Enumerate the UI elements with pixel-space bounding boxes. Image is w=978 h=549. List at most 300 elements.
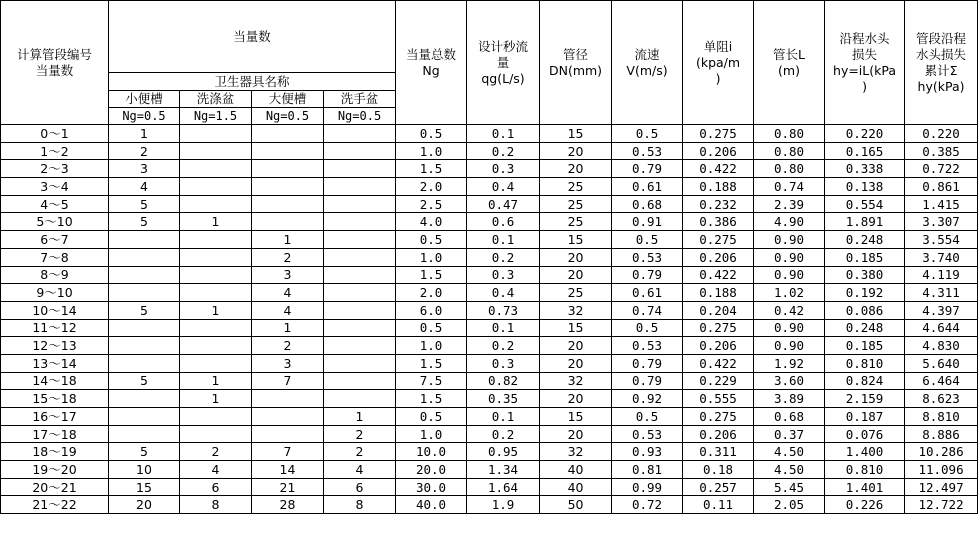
toilet-count-cell: 1 xyxy=(252,231,324,249)
table-row xyxy=(1,125,978,143)
diameter-cell: 25 xyxy=(540,178,612,196)
sink-count-cell xyxy=(180,142,252,160)
basin-count-cell: 6 xyxy=(324,478,396,496)
loss-cell: 0.248 xyxy=(825,319,905,337)
basin-count-cell xyxy=(324,231,396,249)
diameter-cell: 15 xyxy=(540,231,612,249)
total-ng-cell: 1.5 xyxy=(396,354,467,372)
length-cell: 0.90 xyxy=(754,231,825,249)
table-body xyxy=(1,125,978,514)
cumulative-cell: 4.119 xyxy=(905,266,978,284)
total-ng-cell: 1.0 xyxy=(396,425,467,443)
sink-count-cell: 1 xyxy=(180,301,252,319)
resistance-cell: 0.188 xyxy=(683,178,754,196)
basin-count-cell xyxy=(324,337,396,355)
resistance-cell: 0.422 xyxy=(683,160,754,178)
velocity-cell: 0.74 xyxy=(612,301,683,319)
total-ng-cell: 2.5 xyxy=(396,195,467,213)
urinal-count-cell: 15 xyxy=(109,478,180,496)
header-flow xyxy=(467,1,540,125)
urinal-count-cell xyxy=(109,266,180,284)
loss-cell: 1.401 xyxy=(825,478,905,496)
total-ng-cell: 0.5 xyxy=(396,408,467,426)
segment-cell: 7～8 xyxy=(1,248,109,266)
resistance-cell: 0.206 xyxy=(683,142,754,160)
toilet-count-cell xyxy=(252,178,324,196)
toilet-count-cell: 3 xyxy=(252,266,324,284)
loss-cell: 0.165 xyxy=(825,142,905,160)
cumulative-cell: 12.497 xyxy=(905,478,978,496)
segment-cell: 12～13 xyxy=(1,337,109,355)
diameter-cell: 20 xyxy=(540,425,612,443)
header-ng-toilet: Ng=0.5 xyxy=(252,108,324,125)
velocity-cell: 0.99 xyxy=(612,478,683,496)
segment-cell: 8～9 xyxy=(1,266,109,284)
segment-cell: 21～22 xyxy=(1,496,109,514)
resistance-cell: 0.188 xyxy=(683,284,754,302)
toilet-count-cell: 4 xyxy=(252,284,324,302)
basin-count-cell: 4 xyxy=(324,461,396,479)
resistance-cell: 0.18 xyxy=(683,461,754,479)
urinal-count-cell xyxy=(109,408,180,426)
basin-count-cell: 8 xyxy=(324,496,396,514)
length-cell: 0.80 xyxy=(754,160,825,178)
header-length xyxy=(754,1,825,125)
toilet-count-cell xyxy=(252,425,324,443)
toilet-count-cell: 21 xyxy=(252,478,324,496)
basin-count-cell xyxy=(324,301,396,319)
toilet-count-cell xyxy=(252,408,324,426)
resistance-cell: 0.204 xyxy=(683,301,754,319)
urinal-count-cell xyxy=(109,248,180,266)
sink-count-cell xyxy=(180,284,252,302)
header-segment-label: 计算管段编号 当量数 xyxy=(16,46,92,78)
flow-cell: 0.1 xyxy=(467,319,540,337)
resistance-cell: 0.229 xyxy=(683,372,754,390)
segment-cell: 1～2 xyxy=(1,142,109,160)
cumulative-cell: 10.286 xyxy=(905,443,978,461)
sink-count-cell xyxy=(180,319,252,337)
diameter-cell: 20 xyxy=(540,337,612,355)
velocity-cell: 0.79 xyxy=(612,354,683,372)
cumulative-cell: 4.311 xyxy=(905,284,978,302)
header-segment xyxy=(1,1,109,125)
header-diameter xyxy=(540,1,612,125)
urinal-count-cell xyxy=(109,425,180,443)
table-row xyxy=(1,195,978,213)
segment-cell: 11～12 xyxy=(1,319,109,337)
loss-cell: 0.810 xyxy=(825,461,905,479)
velocity-cell: 0.79 xyxy=(612,160,683,178)
basin-count-cell: 2 xyxy=(324,425,396,443)
total-ng-cell: 4.0 xyxy=(396,213,467,231)
length-cell: 0.68 xyxy=(754,408,825,426)
cumulative-cell: 3.740 xyxy=(905,248,978,266)
diameter-cell: 32 xyxy=(540,443,612,461)
toilet-count-cell: 3 xyxy=(252,354,324,372)
velocity-cell: 0.61 xyxy=(612,284,683,302)
velocity-cell: 0.5 xyxy=(612,319,683,337)
flow-cell: 0.1 xyxy=(467,125,540,143)
urinal-count-cell: 5 xyxy=(109,195,180,213)
header-fixture-toilet: 大便槽 xyxy=(252,91,324,108)
header-resistance xyxy=(683,1,754,125)
resistance-cell: 0.232 xyxy=(683,195,754,213)
basin-count-cell xyxy=(324,178,396,196)
velocity-cell: 0.5 xyxy=(612,408,683,426)
velocity-cell: 0.53 xyxy=(612,142,683,160)
total-ng-cell: 0.5 xyxy=(396,125,467,143)
length-cell: 0.90 xyxy=(754,266,825,284)
header-loss xyxy=(825,1,905,125)
length-cell: 0.74 xyxy=(754,178,825,196)
header-ng-urinal: Ng=0.5 xyxy=(109,108,180,125)
resistance-cell: 0.275 xyxy=(683,231,754,249)
diameter-cell: 20 xyxy=(540,390,612,408)
loss-cell: 0.810 xyxy=(825,354,905,372)
basin-count-cell xyxy=(324,284,396,302)
header-ng-sink: Ng=1.5 xyxy=(180,108,252,125)
resistance-cell: 0.422 xyxy=(683,354,754,372)
flow-cell: 0.2 xyxy=(467,248,540,266)
table-row xyxy=(1,408,978,426)
loss-cell: 1.891 xyxy=(825,213,905,231)
header-velocity-label: 流速 V(m/s) xyxy=(626,46,668,78)
velocity-cell: 0.53 xyxy=(612,337,683,355)
urinal-count-cell: 4 xyxy=(109,178,180,196)
diameter-cell: 15 xyxy=(540,408,612,426)
toilet-count-cell: 28 xyxy=(252,496,324,514)
length-cell: 4.50 xyxy=(754,443,825,461)
flow-cell: 0.4 xyxy=(467,178,540,196)
toilet-count-cell xyxy=(252,142,324,160)
loss-cell: 0.338 xyxy=(825,160,905,178)
table-row xyxy=(1,372,978,390)
diameter-cell: 50 xyxy=(540,496,612,514)
basin-count-cell xyxy=(324,266,396,284)
header-fixture-basin: 洗手盆 xyxy=(324,91,396,108)
diameter-cell: 20 xyxy=(540,354,612,372)
sink-count-cell: 1 xyxy=(180,372,252,390)
segment-cell: 3～4 xyxy=(1,178,109,196)
sink-count-cell xyxy=(180,178,252,196)
cumulative-cell: 8.810 xyxy=(905,408,978,426)
flow-cell: 0.47 xyxy=(467,195,540,213)
flow-cell: 0.1 xyxy=(467,408,540,426)
urinal-count-cell: 5 xyxy=(109,213,180,231)
length-cell: 3.89 xyxy=(754,390,825,408)
length-cell: 3.60 xyxy=(754,372,825,390)
diameter-cell: 25 xyxy=(540,195,612,213)
header-equivalent-label: 当量数 xyxy=(233,28,271,44)
loss-cell: 0.185 xyxy=(825,337,905,355)
cumulative-cell: 8.886 xyxy=(905,425,978,443)
loss-cell: 0.220 xyxy=(825,125,905,143)
length-cell: 5.45 xyxy=(754,478,825,496)
resistance-cell: 0.206 xyxy=(683,425,754,443)
segment-cell: 4～5 xyxy=(1,195,109,213)
toilet-count-cell xyxy=(252,125,324,143)
toilet-count-cell: 7 xyxy=(252,443,324,461)
cumulative-cell: 11.096 xyxy=(905,461,978,479)
segment-cell: 14～18 xyxy=(1,372,109,390)
cumulative-cell: 4.830 xyxy=(905,337,978,355)
header-fixture-name-label: 卫生器具名称 xyxy=(214,73,290,89)
resistance-cell: 0.422 xyxy=(683,266,754,284)
toilet-count-cell: 14 xyxy=(252,461,324,479)
diameter-cell: 40 xyxy=(540,478,612,496)
length-cell: 0.90 xyxy=(754,337,825,355)
table-row xyxy=(1,301,978,319)
loss-cell: 0.086 xyxy=(825,301,905,319)
loss-cell: 0.187 xyxy=(825,408,905,426)
velocity-cell: 0.92 xyxy=(612,390,683,408)
total-ng-cell: 7.5 xyxy=(396,372,467,390)
cumulative-cell: 3.554 xyxy=(905,231,978,249)
segment-cell: 17～18 xyxy=(1,425,109,443)
flow-cell: 0.6 xyxy=(467,213,540,231)
sink-count-cell xyxy=(180,425,252,443)
urinal-count-cell xyxy=(109,354,180,372)
diameter-cell: 25 xyxy=(540,284,612,302)
total-ng-cell: 1.0 xyxy=(396,248,467,266)
segment-cell: 9～10 xyxy=(1,284,109,302)
sink-count-cell: 2 xyxy=(180,443,252,461)
toilet-count-cell: 7 xyxy=(252,372,324,390)
segment-cell: 10～14 xyxy=(1,301,109,319)
length-cell: 0.80 xyxy=(754,125,825,143)
toilet-count-cell: 2 xyxy=(252,248,324,266)
total-ng-cell: 40.0 xyxy=(396,496,467,514)
diameter-cell: 20 xyxy=(540,248,612,266)
length-cell: 0.42 xyxy=(754,301,825,319)
total-ng-cell: 1.0 xyxy=(396,337,467,355)
urinal-count-cell xyxy=(109,337,180,355)
flow-cell: 0.3 xyxy=(467,266,540,284)
loss-cell: 0.380 xyxy=(825,266,905,284)
table-row xyxy=(1,266,978,284)
loss-cell: 0.192 xyxy=(825,284,905,302)
table-row xyxy=(1,496,978,514)
total-ng-cell: 30.0 xyxy=(396,478,467,496)
sink-count-cell xyxy=(180,231,252,249)
total-ng-cell: 0.5 xyxy=(396,231,467,249)
total-ng-cell: 1.5 xyxy=(396,390,467,408)
diameter-cell: 20 xyxy=(540,142,612,160)
resistance-cell: 0.257 xyxy=(683,478,754,496)
velocity-cell: 0.61 xyxy=(612,178,683,196)
header-ng-basin: Ng=0.5 xyxy=(324,108,396,125)
urinal-count-cell: 3 xyxy=(109,160,180,178)
loss-cell: 0.824 xyxy=(825,372,905,390)
flow-cell: 0.2 xyxy=(467,425,540,443)
header-resistance-label: 单阻i (kpa/m ) xyxy=(695,38,741,86)
table-row xyxy=(1,178,978,196)
loss-cell: 2.159 xyxy=(825,390,905,408)
sink-count-cell: 4 xyxy=(180,461,252,479)
basin-count-cell xyxy=(324,390,396,408)
table-row xyxy=(1,461,978,479)
cumulative-cell: 0.861 xyxy=(905,178,978,196)
resistance-cell: 0.11 xyxy=(683,496,754,514)
flow-cell: 0.1 xyxy=(467,231,540,249)
table-row xyxy=(1,284,978,302)
segment-cell: 0～1 xyxy=(1,125,109,143)
flow-cell: 0.3 xyxy=(467,354,540,372)
velocity-cell: 0.91 xyxy=(612,213,683,231)
sink-count-cell: 8 xyxy=(180,496,252,514)
resistance-cell: 0.311 xyxy=(683,443,754,461)
cumulative-cell: 4.644 xyxy=(905,319,978,337)
urinal-count-cell xyxy=(109,284,180,302)
cumulative-cell: 0.385 xyxy=(905,142,978,160)
basin-count-cell xyxy=(324,319,396,337)
flow-cell: 0.35 xyxy=(467,390,540,408)
flow-cell: 0.2 xyxy=(467,142,540,160)
cumulative-cell: 0.722 xyxy=(905,160,978,178)
urinal-count-cell: 5 xyxy=(109,372,180,390)
sink-count-cell: 6 xyxy=(180,478,252,496)
length-cell: 2.39 xyxy=(754,195,825,213)
velocity-cell: 0.79 xyxy=(612,372,683,390)
length-cell: 1.02 xyxy=(754,284,825,302)
sink-count-cell xyxy=(180,195,252,213)
table-row xyxy=(1,337,978,355)
length-cell: 4.50 xyxy=(754,461,825,479)
velocity-cell: 0.72 xyxy=(612,496,683,514)
cumulative-cell: 8.623 xyxy=(905,390,978,408)
header-cumulative xyxy=(905,1,978,125)
segment-cell: 2～3 xyxy=(1,160,109,178)
flow-cell: 0.73 xyxy=(467,301,540,319)
urinal-count-cell xyxy=(109,319,180,337)
loss-cell: 0.076 xyxy=(825,425,905,443)
urinal-count-cell: 20 xyxy=(109,496,180,514)
header-velocity xyxy=(612,1,683,125)
cumulative-cell: 3.307 xyxy=(905,213,978,231)
basin-count-cell xyxy=(324,125,396,143)
urinal-count-cell: 5 xyxy=(109,443,180,461)
segment-cell: 16～17 xyxy=(1,408,109,426)
resistance-cell: 0.386 xyxy=(683,213,754,231)
diameter-cell: 32 xyxy=(540,301,612,319)
segment-cell: 20～21 xyxy=(1,478,109,496)
sink-count-cell: 1 xyxy=(180,390,252,408)
toilet-count-cell: 4 xyxy=(252,301,324,319)
flow-cell: 1.64 xyxy=(467,478,540,496)
sink-count-cell xyxy=(180,354,252,372)
diameter-cell: 15 xyxy=(540,125,612,143)
cumulative-cell: 4.397 xyxy=(905,301,978,319)
basin-count-cell: 1 xyxy=(324,408,396,426)
length-cell: 1.92 xyxy=(754,354,825,372)
sink-count-cell: 1 xyxy=(180,213,252,231)
segment-cell: 18～19 xyxy=(1,443,109,461)
basin-count-cell xyxy=(324,354,396,372)
total-ng-cell: 10.0 xyxy=(396,443,467,461)
header-diameter-label: 管径 DN(mm) xyxy=(548,46,603,78)
header-cumulative-label: 管段沿程 水头损失 累计Σ hy(kPa) xyxy=(916,30,967,94)
basin-count-cell xyxy=(324,195,396,213)
urinal-count-cell: 1 xyxy=(109,125,180,143)
resistance-cell: 0.275 xyxy=(683,125,754,143)
sink-count-cell xyxy=(180,248,252,266)
basin-count-cell xyxy=(324,213,396,231)
header-fixture-urinal: 小便槽 xyxy=(109,91,180,108)
resistance-cell: 0.555 xyxy=(683,390,754,408)
total-ng-cell: 1.5 xyxy=(396,266,467,284)
urinal-count-cell: 5 xyxy=(109,301,180,319)
table-row xyxy=(1,319,978,337)
velocity-cell: 0.79 xyxy=(612,266,683,284)
resistance-cell: 0.275 xyxy=(683,408,754,426)
total-ng-cell: 0.5 xyxy=(396,319,467,337)
velocity-cell: 0.5 xyxy=(612,125,683,143)
header-length-label: 管长L (m) xyxy=(773,46,805,78)
header-fixture-sink: 洗涤盆 xyxy=(180,91,252,108)
urinal-count-cell xyxy=(109,231,180,249)
urinal-count-cell: 2 xyxy=(109,142,180,160)
velocity-cell: 0.5 xyxy=(612,231,683,249)
table-row xyxy=(1,443,978,461)
length-cell: 0.90 xyxy=(754,319,825,337)
table-row xyxy=(1,248,978,266)
loss-cell: 0.248 xyxy=(825,231,905,249)
diameter-cell: 20 xyxy=(540,266,612,284)
length-cell: 4.90 xyxy=(754,213,825,231)
cumulative-cell: 0.220 xyxy=(905,125,978,143)
total-ng-cell: 1.0 xyxy=(396,142,467,160)
loss-cell: 0.226 xyxy=(825,496,905,514)
header-equivalent xyxy=(109,1,396,73)
cumulative-cell: 6.464 xyxy=(905,372,978,390)
resistance-cell: 0.206 xyxy=(683,248,754,266)
table-row xyxy=(1,142,978,160)
toilet-count-cell: 2 xyxy=(252,337,324,355)
table-row xyxy=(1,390,978,408)
basin-count-cell: 2 xyxy=(324,443,396,461)
sink-count-cell xyxy=(180,125,252,143)
total-ng-cell: 2.0 xyxy=(396,178,467,196)
flow-cell: 1.9 xyxy=(467,496,540,514)
diameter-cell: 40 xyxy=(540,461,612,479)
loss-cell: 1.400 xyxy=(825,443,905,461)
total-ng-cell: 1.5 xyxy=(396,160,467,178)
segment-cell: 5～10 xyxy=(1,213,109,231)
velocity-cell: 0.81 xyxy=(612,461,683,479)
diameter-cell: 20 xyxy=(540,160,612,178)
cumulative-cell: 5.640 xyxy=(905,354,978,372)
basin-count-cell xyxy=(324,142,396,160)
diameter-cell: 32 xyxy=(540,372,612,390)
toilet-count-cell: 1 xyxy=(252,319,324,337)
urinal-count-cell: 10 xyxy=(109,461,180,479)
diameter-cell: 15 xyxy=(540,319,612,337)
table-row xyxy=(1,354,978,372)
urinal-count-cell xyxy=(109,390,180,408)
header-loss-label: 沿程水头 损失 hy=iL(kPa ) xyxy=(833,30,896,94)
toilet-count-cell xyxy=(252,390,324,408)
flow-cell: 0.2 xyxy=(467,337,540,355)
sink-count-cell xyxy=(180,266,252,284)
length-cell: 0.80 xyxy=(754,142,825,160)
total-ng-cell: 2.0 xyxy=(396,284,467,302)
cumulative-cell: 1.415 xyxy=(905,195,978,213)
loss-cell: 0.138 xyxy=(825,178,905,196)
segment-cell: 6～7 xyxy=(1,231,109,249)
toilet-count-cell xyxy=(252,213,324,231)
header-fixture-name xyxy=(109,73,396,91)
